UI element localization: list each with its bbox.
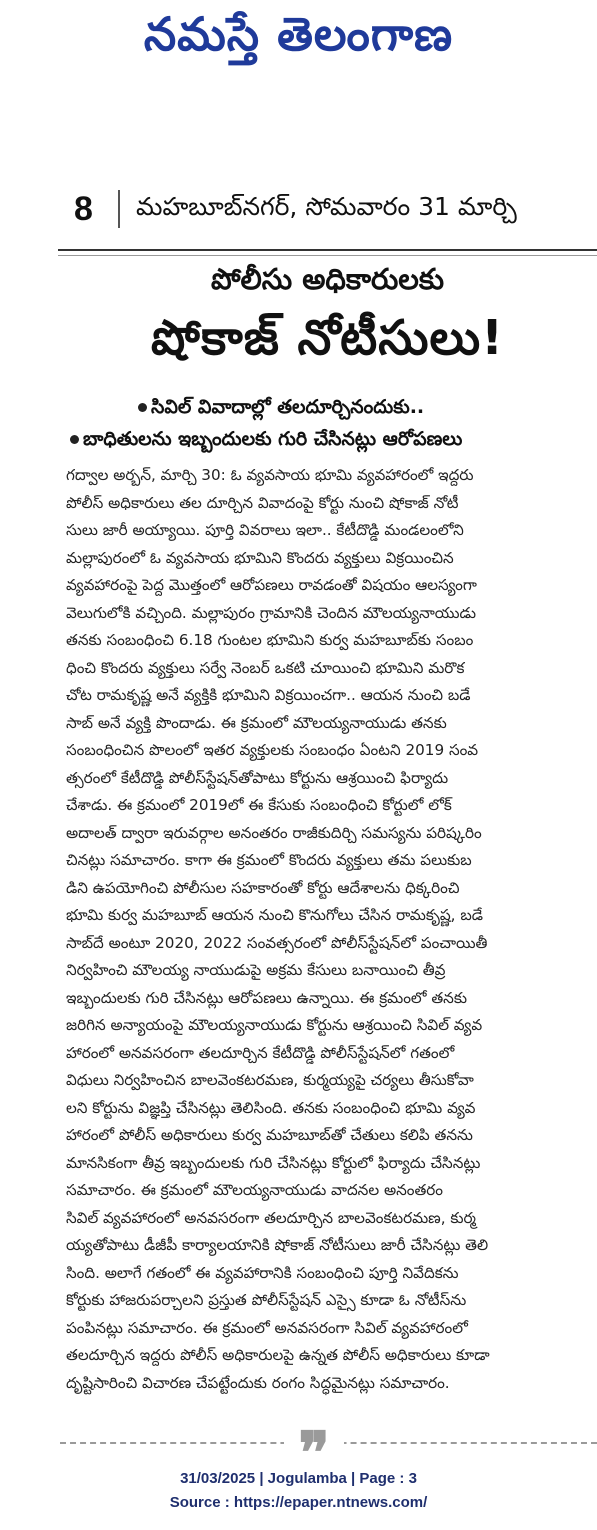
body-line: ఇబ్బందులకు గురి చేసినట్లు ఆరోపణలు ఉన్నాయి. ఈ క్రమంలో తనకు <box>66 988 468 1007</box>
body-line: చోట రామకృష్ణ అనే వ్యక్తికి భూమిని విక్రయించగా.. ఆయన నుంచి బడే <box>66 686 471 704</box>
body-line: తలదూర్చిన ఇద్దరు పోలీస్ అధికారులపై ఉన్నత పోలీస్ అధికారులు కూడా <box>66 1346 490 1364</box>
body-line: సాబ్ అనే వ్యక్తి పొందాడు. ఈ క్రమంలో మౌలయ్యనాయుడు తనకు <box>66 713 447 732</box>
dateline <box>0 182 597 238</box>
subhead-bullet <box>138 396 424 423</box>
bullet-dot-icon <box>70 435 79 444</box>
body-line: చేశాడు. ఈ క్రమంలో 2019లో ఈ కేసుకు సంబంధించి కోర్టులో లోక్ <box>66 796 452 814</box>
body-line: ధించి కొందరు వ్యక్తులు సర్వే నెంబర్ ఒకటి చూయించి భూమిని మరొక <box>66 658 465 677</box>
body-line: త్సరంలో కేటీదొడ్డి పోలీస్‌స్టేషన్‌తోపాటు కోర్టును ఆశ్రయించి ఫిర్యాదు <box>66 768 449 787</box>
body-line: సాబ్‌దే అంటూ 2020, 2022 సంవత్సరంలో పోలీస్‌స్టేషన్‌లో పంచాయితీ <box>66 933 488 952</box>
body-line: నిర్వహించి మౌలయ్య నాయుడుపై అక్రమ కేసులు బనాయించి తీవ్ర <box>66 961 446 979</box>
body-line: సమాచారం. ఈ క్రమంలో మౌలయ్యనాయుడు వాదనల అనంతరం <box>66 1181 443 1199</box>
footer-source: Source : https://epaper.ntnews.com/ <box>169 1494 428 1511</box>
body-line: మల్లాపురంలో ఓ వ్యవసాయ భూమిని కొందరు వ్యక్తులు విక్రయించిన <box>66 548 454 567</box>
article-body <box>66 462 590 1397</box>
masthead <box>0 0 597 80</box>
body-line: జరిగిన అన్యాయంపై మౌలయ్యనాయుడు కోర్టును ఆశ్రయించి సివిల్ వ్యవ <box>66 1016 483 1034</box>
body-line: దృష్టిసారించి విచారణ చేపట్టేందుకు రంగం సిద్ధమైనట్లు సమాచారం. <box>66 1373 450 1392</box>
body-line: సులు జారీ అయ్యాయి. పూర్తి వివరాలు ఇలా.. కేటీదొడ్డి మండలంలోని <box>66 521 464 539</box>
subhead-text: బాధితులను ఇబ్బందులకు గురి చేసినట్లు ఆరోపణలు <box>83 428 463 450</box>
body-line: విధులు నిర్వహించిన బాలవెంకటరమణ, కుర్మయ్యపై చర్యలు తీసుకోవా <box>66 1071 474 1089</box>
newspaper-title: నమస్తే తెలంగాణ <box>143 7 454 61</box>
body-line: పోలీస్ అధికారులు తల దూర్చిన వివాదంపై కోర్టు నుంచి షోకాజ్ నోటీ <box>66 493 459 512</box>
body-line: మానసికంగా తీవ్ర ఇబ్బందులకు గురి చేసినట్లు కోర్టులో ఫిర్యాదు చేసినట్లు <box>66 1153 481 1172</box>
quote-mark-icon: ❞ <box>284 1424 344 1458</box>
body-line: తనకు సంబంధించి 6.18 గుంటల భూమిని కుర్వ మహబూబ్‌కు సంబం <box>66 631 474 649</box>
bullet-dot-icon <box>138 403 147 412</box>
body-line: గద్వాల అర్బన్, మార్చి 30: ఓ వ్యవసాయ భూమి వ్యవహారంలో ఇద్దరు <box>66 466 474 484</box>
body-line: సివిల్ వ్యవహారంలో అనవసరంగా తలదూర్చిన బాలవెంకటరమణ, కుర్మ <box>66 1208 476 1227</box>
body-line: వ్యవహారంపై పెద్ద మొత్తంలో ఆరోపణలు రావడంతో విషయం ఆలస్యంగా <box>66 576 477 594</box>
body-line: సంబంధించిన పొలంలో ఇతర వ్యక్తులకు సంబంధం ఏంటని 2019 సంవ <box>66 741 479 759</box>
body-line: వెలుగులోకి వచ్చింది. మల్లాపురం గ్రామానికి చెందిన మౌలయ్యనాయుడు <box>66 603 477 622</box>
article-headline: షోకాజ్ నోటీసులు! <box>150 310 505 366</box>
subhead-bullet <box>70 428 462 455</box>
body-line: హారంలో అనవసరంగా తలదూర్చిన కేటీదొడ్డి పోలీస్‌స్టేషన్‌లో గతంలో <box>66 1043 455 1062</box>
body-line: పంపినట్లు సమాచారం. ఈ క్రమంలో అనవసరంగా సివిల్ వ్యవహారంలో <box>66 1318 468 1337</box>
top-rule <box>58 249 597 251</box>
body-line: కోర్టుకు హాజరుపర్చాలని ప్రస్తుత పోలీస్‌స్టేషన్ ఎస్సై కూడా ఓ నోటీస్‌ను <box>66 1291 467 1309</box>
body-line: భూమి కుర్వ మహబూబ్ ఆయన నుంచి కొనుగోలు చేసిన రామకృష్ణ, బడే <box>66 906 483 924</box>
footer-edition-info: 31/03/2025 | Jogulamba | Page : 3 <box>180 1470 417 1487</box>
dateline-text: మహబూబ్‌నగర్, సోమవారం 31 మార్చి <box>136 192 517 221</box>
body-line: డిని ఉపయోగించి పోలీసుల సహకారంతో కోర్టు ఆదేశాలను ధిక్కరించి <box>66 878 460 897</box>
body-line: సింది. అలాగే గతంలో ఈ వ్యవహారానికి సంబంధించి పూర్తి నివేదికను <box>66 1263 459 1282</box>
body-line: య్యతోపాటు డీజీపీ కార్యాలయానికి షోకాజ్ నోటీసులు జారీ చేసినట్లు తెలి <box>66 1236 489 1254</box>
page-number: 8 <box>74 190 93 228</box>
subhead-text: సివిల్ వివాదాల్లో తలదూర్చినందుకు.. <box>151 396 425 418</box>
body-line: లని కోర్టును విజ్ఞప్తి చేసినట్లు తెలిసింది. తనకు సంబంధించి భూమి వ్యవ <box>66 1098 476 1117</box>
dateline-divider <box>118 190 120 228</box>
top-rule-accent <box>58 255 597 256</box>
article-kicker: పోలీసు అధికారులకు <box>210 262 445 296</box>
body-line: అదాలత్ ద్వారా ఇరువర్గాల అనంతరం రాజీకుదిర్చి సమస్యను పరిష్కరిం <box>66 823 482 842</box>
body-line: హారంలో పోలీస్ అధికారులు కుర్వ మహబూబ్‌తో చేతులు కలిపి తనను <box>66 1126 473 1144</box>
body-line: చినట్లు సమాచారం. కాగా ఈ క్రమంలో కొందరు వ్యక్తులు తమ పలుకుబ <box>66 851 472 869</box>
